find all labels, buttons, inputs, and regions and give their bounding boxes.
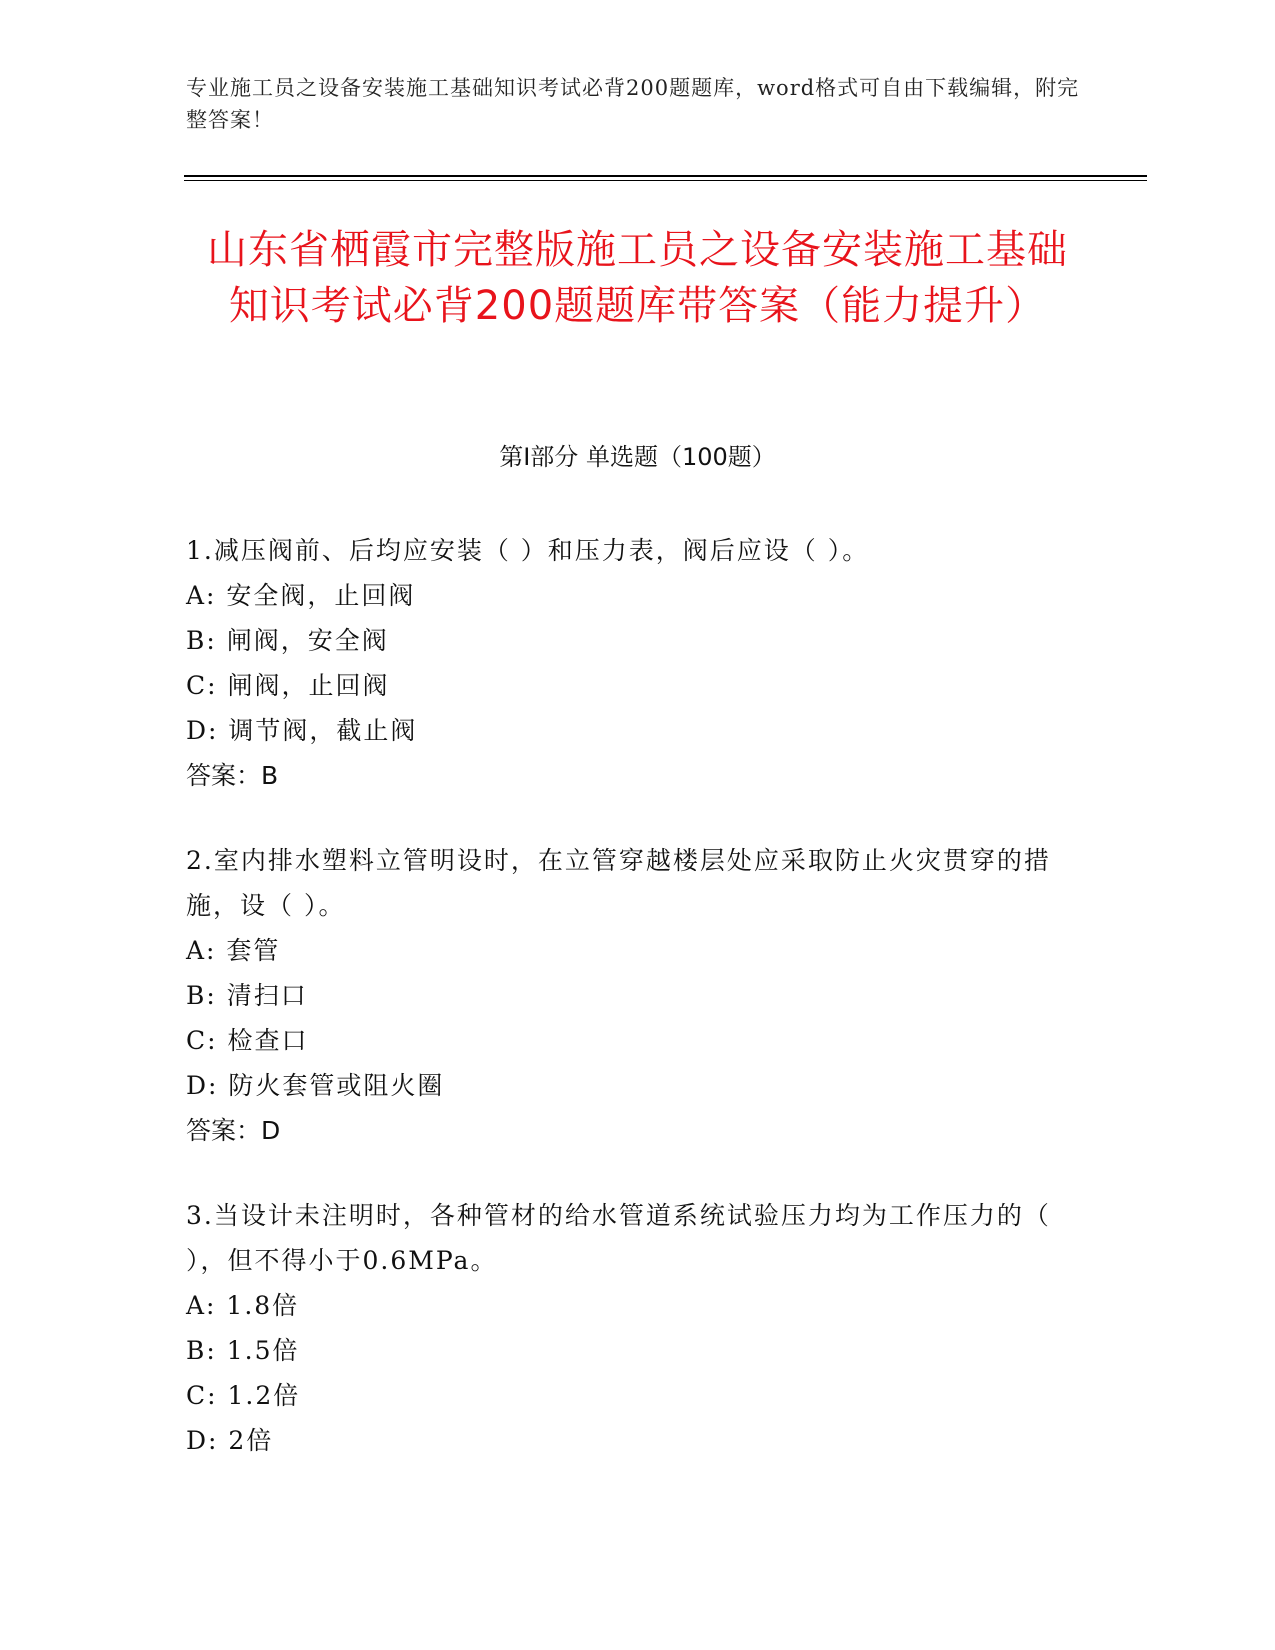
document-title: 山东省栖霞市完整版施工员之设备安装施工基础知识考试必背200题题库带答案（能力提升） — [207, 227, 1068, 329]
option-c: C: 1.2倍 — [186, 1381, 301, 1410]
question-stem: 2.室内排水塑料立管明设时，在立管穿越楼层处应采取防止火灾贯穿的措施，设（ ）。 — [186, 846, 1051, 920]
option-a: A: 套管 — [186, 936, 281, 965]
option-d: D: 防火套管或阻火圈 — [186, 1071, 445, 1100]
question-stem: 1.减压阀前、后均应安装（ ）和压力表，阀后应设（ ）。 — [186, 536, 870, 565]
option-a: A: 安全阀，止回阀 — [186, 581, 416, 610]
header-divider-thick — [184, 175, 1147, 177]
header-divider-thin — [184, 180, 1147, 181]
question-list — [186, 528, 1066, 1503]
option-c: C: 检查口 — [186, 1026, 309, 1055]
answer: 答案：D — [186, 1116, 281, 1145]
option-a: A: 1.8倍 — [186, 1291, 300, 1320]
option-c: C: 闸阀，止回阀 — [186, 671, 390, 700]
option-b: B: 闸阀，安全阀 — [186, 626, 389, 655]
question-2 — [186, 838, 1066, 1153]
option-b: B: 1.5倍 — [186, 1336, 300, 1365]
answer: 答案：B — [186, 761, 279, 790]
question-stem: 3.当设计未注明时，各种管材的给水管道系统试验压力均为工作压力的（ ），但不得小于0.6MPa。 — [186, 1201, 1051, 1275]
question-1 — [186, 528, 1066, 798]
option-d: D: 2倍 — [186, 1426, 274, 1455]
question-3 — [186, 1193, 1066, 1463]
option-b: B: 清扫口 — [186, 981, 308, 1010]
section-title: 第I部分 单选题（100题） — [499, 443, 776, 471]
option-d: D: 调节阀，截止阀 — [186, 716, 418, 745]
header-note: 专业施工员之设备安装施工基础知识考试必背200题题库，word格式可自由下载编辑，附完整答案！ — [186, 76, 1080, 132]
